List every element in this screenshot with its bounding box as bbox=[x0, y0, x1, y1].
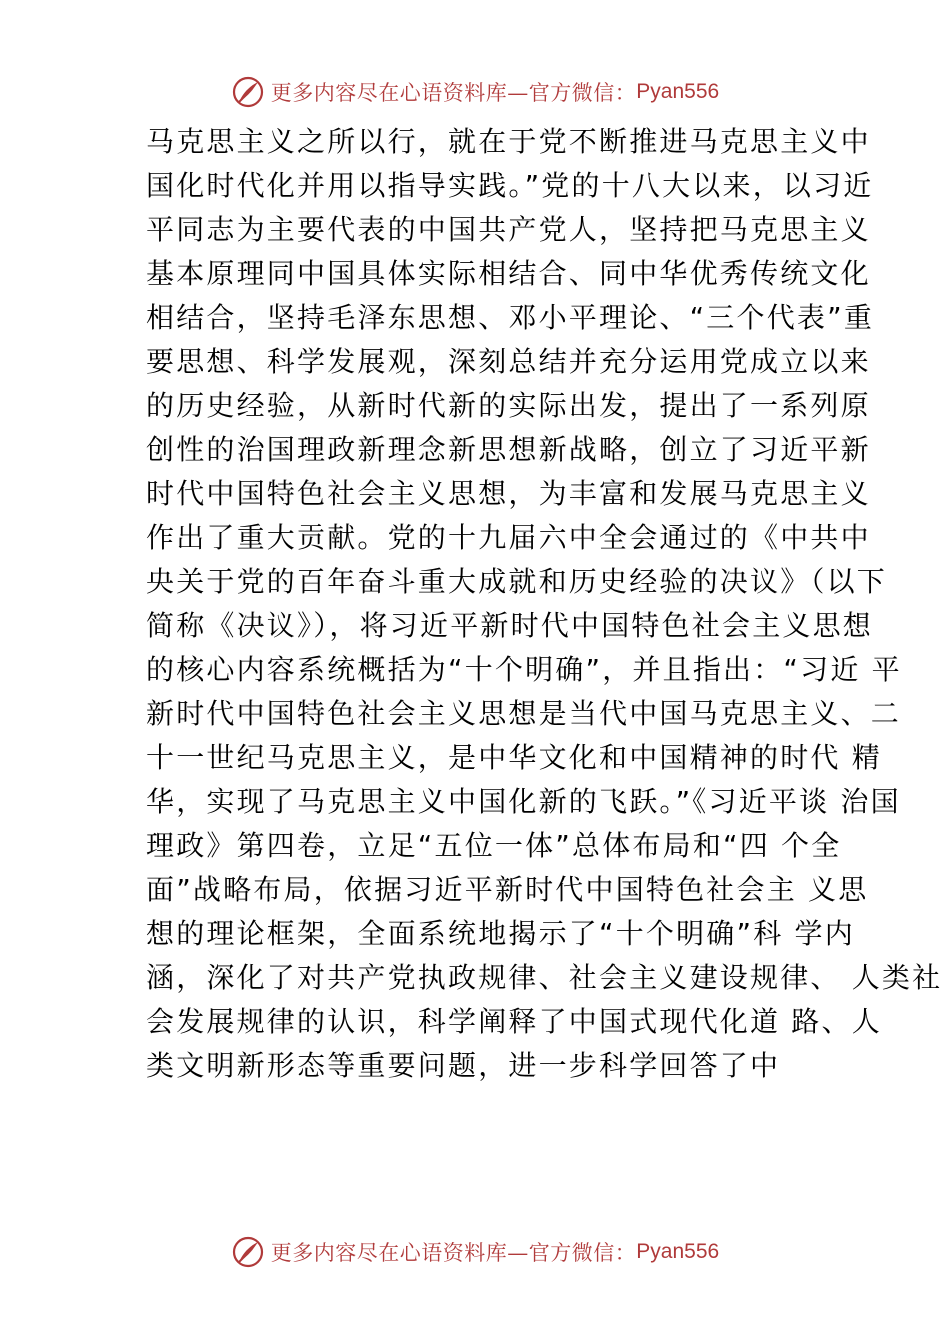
footer-wechat-id: Pyan556 bbox=[636, 1240, 720, 1263]
text-line: 央关于党的百年奋斗重大成就和历史经验的决议》（以下 bbox=[146, 565, 888, 598]
text-line: 平同志为主要代表的中国共产党人，坚持把马克思主义 bbox=[146, 213, 871, 246]
text-line: 新时代中国特色社会主义思想是当代中国马克思主义、二 bbox=[146, 697, 902, 730]
text-line: 想的理论框架，全面系统地揭示了“十个明确”科 学内 bbox=[146, 917, 855, 950]
text-line: 国化时代化并用以指导实践。”党的十八大以来，以习近 bbox=[146, 169, 874, 202]
text-line: 时代中国特色社会主义思想，为丰富和发展马克思主义 bbox=[146, 477, 871, 510]
text-line: 相结合，坚持毛泽东思想、邓小平理论、“三个代表”重 bbox=[146, 301, 875, 334]
text-line: 理政》第四卷，立足“五位一体”总体布局和“四 个全 bbox=[146, 829, 842, 862]
feather-quill-logo-icon bbox=[231, 75, 265, 109]
text-line: 要思想、科学发展观，深刻总结并充分运用党成立以来 bbox=[146, 345, 871, 378]
footer-banner-text: 更多内容尽在心语资料库—官方微信： bbox=[270, 1241, 637, 1265]
text-line: 作出了重大贡献。党的十九届六中全会通过的《中共中 bbox=[146, 521, 871, 554]
text-line: 马克思主义之所以行，就在于党不断推进马克思主义中 bbox=[146, 125, 871, 158]
header-wechat-id: Pyan556 bbox=[636, 80, 720, 103]
text-line: 基本原理同中国具体实际相结合、同中华优秀传统文化 bbox=[146, 257, 871, 290]
text-line: 十一世纪马克思主义，是中华文化和中国精神的时代 精 bbox=[146, 741, 882, 774]
text-line: 的核心内容系统概括为“十个明确”，并且指出：“习近 平 bbox=[146, 653, 902, 686]
text-line: 涵，深化了对共产党执政规律、社会主义建设规律、 人类社 bbox=[146, 961, 943, 994]
text-line: 简称《决议》），将习近平新时代中国特色社会主义思想 bbox=[146, 609, 874, 642]
header-banner-text: 更多内容尽在心语资料库—官方微信： bbox=[270, 81, 637, 105]
text-line: 会发展规律的认识，科学阐释了中国式现代化道 路、人 bbox=[146, 1005, 882, 1038]
text-line: 创性的治国理政新理念新思想新战略，创立了习近平新 bbox=[146, 433, 871, 466]
feather-quill-logo-icon bbox=[231, 1235, 265, 1269]
text-line: 类文明新形态等重要问题，进一步科学回答了中 bbox=[146, 1049, 781, 1082]
text-line: 华，实现了马克思主义中国化新的飞跃。”《习近平谈 治国 bbox=[146, 785, 901, 818]
text-line: 的历史经验，从新时代新的实际出发，提出了一系列原 bbox=[146, 389, 871, 422]
header-banner bbox=[0, 72, 950, 112]
footer-banner bbox=[0, 1232, 950, 1272]
article-body bbox=[146, 120, 943, 1088]
text-line: 面”战略布局，依据习近平新时代中国特色社会主 义思 bbox=[146, 873, 869, 906]
